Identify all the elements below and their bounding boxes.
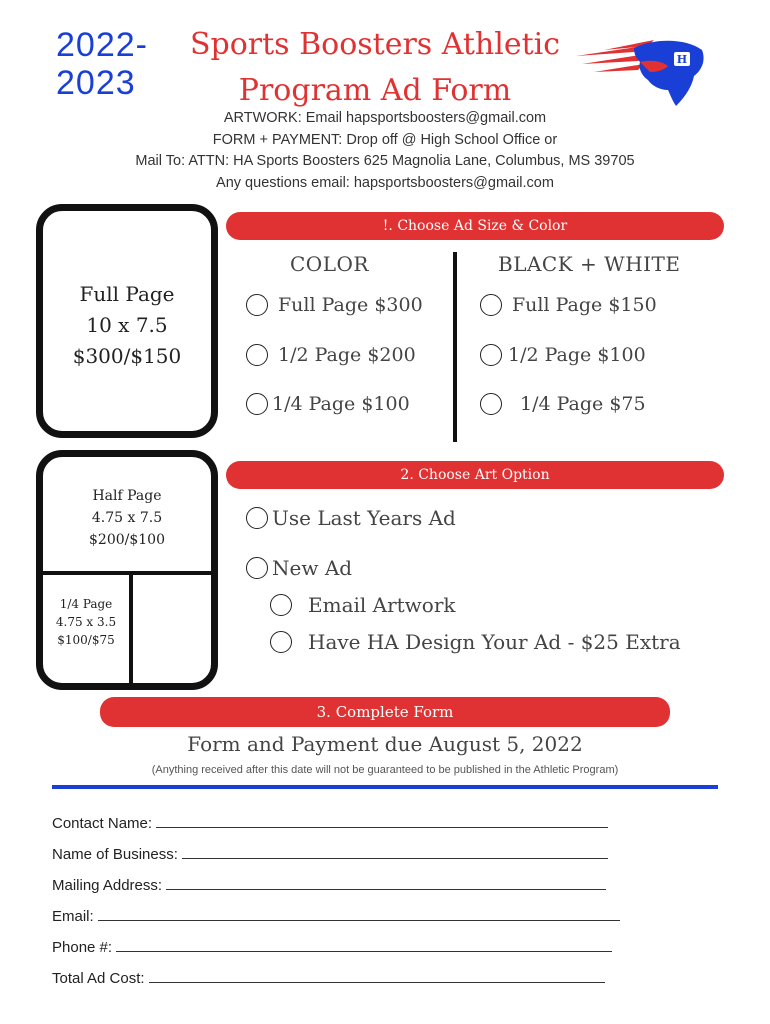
bw-full-page-option[interactable] xyxy=(480,294,657,316)
bw-quarter-page-option[interactable] xyxy=(480,393,646,415)
section-3-banner: 3. Complete Form xyxy=(100,697,670,727)
option-label: 1/4 Page $75 xyxy=(520,393,646,415)
business-name-field[interactable] xyxy=(52,845,608,863)
field-label: Email: xyxy=(52,908,94,925)
option-label: Have HA Design Your Ad - $25 Extra xyxy=(308,630,681,654)
option-label: 1/2 Page $100 xyxy=(508,344,646,366)
mailing-address-field[interactable] xyxy=(52,876,606,894)
half-page-size-box xyxy=(36,450,218,690)
section-2-banner: 2. Choose Art Option xyxy=(226,461,724,489)
due-date: Form and Payment due August 5, 2022 xyxy=(187,732,583,756)
radio-button[interactable] xyxy=(246,557,268,579)
bw-half-page-option[interactable] xyxy=(480,344,646,366)
option-label: Use Last Years Ad xyxy=(272,506,456,530)
year-line-2: 2023 xyxy=(56,64,136,102)
payment-info: FORM + PAYMENT: Drop off @ High School Office or xyxy=(212,131,558,148)
field-label: Mailing Address: xyxy=(52,877,163,894)
color-half-page-option[interactable] xyxy=(246,344,416,366)
full-page-size-box xyxy=(36,204,218,438)
radio-button[interactable] xyxy=(246,344,268,366)
ha-design-option[interactable] xyxy=(270,630,681,654)
email-input[interactable] xyxy=(98,907,620,921)
mailing-address-input[interactable] xyxy=(166,876,606,890)
title-line-1: Sports Boosters Athletic xyxy=(189,27,561,62)
option-label: New Ad xyxy=(272,556,353,580)
total-ad-cost-field[interactable] xyxy=(52,969,605,987)
radio-button[interactable] xyxy=(246,507,268,529)
due-date-note: (Anything received after this date will not be guaranteed to be published in the Athletic Program) xyxy=(151,764,619,776)
phone-field[interactable] xyxy=(52,938,612,956)
option-label: Full Page $300 xyxy=(278,294,423,316)
blue-divider xyxy=(52,785,718,789)
color-heading: COLOR xyxy=(290,252,369,276)
half-page-label: Half Page xyxy=(92,488,162,504)
quarter-page-price: $100/$75 xyxy=(57,633,115,647)
half-page-price: $200/$100 xyxy=(89,532,165,548)
half-page-dimensions: 4.75 x 7.5 xyxy=(91,510,163,526)
radio-button[interactable] xyxy=(480,294,502,316)
field-label: Contact Name: xyxy=(52,815,153,832)
radio-button[interactable] xyxy=(270,631,292,653)
column-divider xyxy=(453,252,457,442)
full-page-dimensions: 10 x 7.5 xyxy=(86,313,168,337)
total-ad-cost-input[interactable] xyxy=(149,969,605,983)
svg-text:H: H xyxy=(676,53,688,66)
option-label: 1/2 Page $200 xyxy=(278,344,416,366)
questions-info: Any questions email: hapsportsboosters@gmail.com xyxy=(216,174,554,191)
quarter-page-label: 1/4 Page xyxy=(59,597,113,611)
email-field[interactable] xyxy=(52,907,620,925)
year-line-1: 2022- xyxy=(56,26,148,64)
new-ad-option[interactable] xyxy=(246,556,352,580)
option-label: Email Artwork xyxy=(308,593,456,617)
full-page-label: Full Page xyxy=(79,282,175,306)
submission-info xyxy=(60,108,710,194)
half-divider xyxy=(43,571,211,575)
full-page-price: $300/$150 xyxy=(72,344,182,368)
option-label: Full Page $150 xyxy=(512,294,657,316)
form-title xyxy=(160,22,590,114)
use-last-years-ad-option[interactable] xyxy=(246,506,456,530)
full-page-text xyxy=(43,279,211,372)
radio-button[interactable] xyxy=(246,393,268,415)
quarter-page-dimensions: 4.75 x 3.5 xyxy=(55,615,117,629)
radio-button[interactable] xyxy=(246,294,268,316)
half-page-text xyxy=(43,485,211,551)
field-label: Phone #: xyxy=(52,939,113,956)
color-quarter-page-option[interactable] xyxy=(246,393,410,415)
email-artwork-option[interactable] xyxy=(270,593,456,617)
business-name-input[interactable] xyxy=(182,845,608,859)
option-label: 1/4 Page $100 xyxy=(272,393,410,415)
mail-info: Mail To: ATTN: HA Sports Boosters 625 Magnolia Lane, Columbus, MS 39705 xyxy=(135,153,635,169)
title-line-2: Program Ad Form xyxy=(238,73,512,108)
radio-button[interactable] xyxy=(480,344,502,366)
section-1-banner: !. Choose Ad Size & Color xyxy=(226,212,724,240)
field-label: Total Ad Cost: xyxy=(52,970,145,987)
contact-name-field[interactable] xyxy=(52,814,608,832)
quarter-page-text xyxy=(43,595,129,649)
radio-button[interactable] xyxy=(270,594,292,616)
contact-name-input[interactable] xyxy=(156,814,608,828)
quarter-divider xyxy=(129,571,133,683)
artwork-info: ARTWORK: Email hapsportsboosters@gmail.com xyxy=(223,110,547,126)
color-full-page-option[interactable] xyxy=(246,294,423,316)
bw-heading: BLACK + WHITE xyxy=(498,252,681,276)
field-label: Name of Business: xyxy=(52,846,178,863)
patriot-head-logo-icon xyxy=(574,36,708,108)
phone-input[interactable] xyxy=(116,938,612,952)
radio-button[interactable] xyxy=(480,393,502,415)
school-year xyxy=(56,26,148,102)
